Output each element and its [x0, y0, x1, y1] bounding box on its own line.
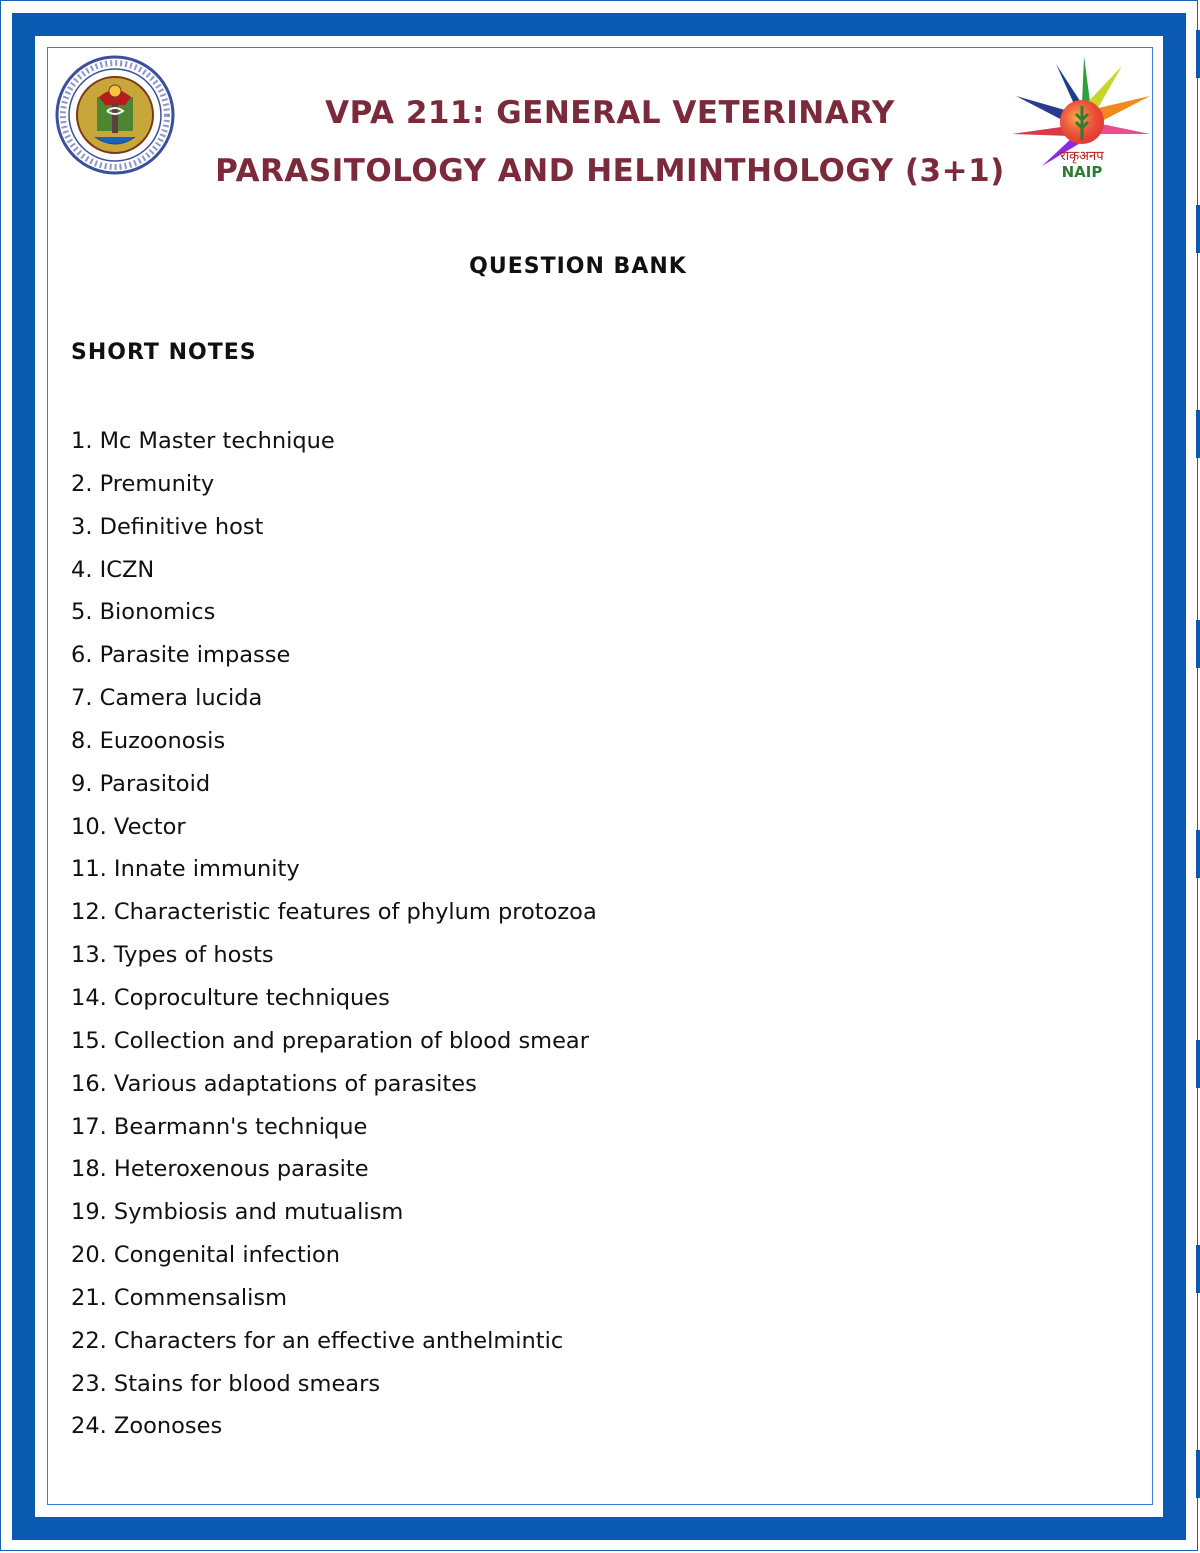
edge-mark: [1196, 1450, 1200, 1498]
list-item: 11. Innate immunity: [71, 856, 300, 883]
naip-logo-text: NAIP: [1061, 163, 1103, 181]
list-item: 6. Parasite impasse: [71, 642, 291, 669]
edge-mark: [1196, 830, 1200, 878]
question-list: [71, 426, 597, 1454]
list-item: 4. ICZN: [71, 556, 155, 583]
page-title-line-2: PARASITOLOGY AND HELMINTHOLOGY (3+1): [215, 153, 1005, 189]
list-item: 1. Mc Master technique: [71, 428, 335, 454]
edge-mark: [1196, 205, 1200, 253]
list-item: 24. Zoonoses: [71, 1413, 223, 1440]
list-item: 19. Symbiosis and mutualism: [71, 1199, 404, 1226]
subsection-title: SHORT NOTES: [71, 340, 257, 365]
list-item: 20. Congenital infection: [71, 1242, 341, 1269]
list-item: 9. Parasitoid: [71, 770, 211, 797]
list-item: 3. Definitive host: [71, 513, 264, 540]
edge-mark: [1196, 1245, 1200, 1293]
list-item: 21. Commensalism: [71, 1284, 288, 1311]
naip-hindi-text: राकृअनप: [1060, 149, 1104, 164]
list-item: 15. Collection and preparation of blood smear: [71, 1027, 589, 1054]
section-title: QUESTION BANK: [469, 254, 687, 279]
list-item: 12. Characteristic features of phylum protozoa: [71, 899, 597, 926]
list-item: 22. Characters for an effective anthelmintic: [71, 1327, 564, 1354]
edge-mark: [1196, 1040, 1200, 1088]
list-item: 23. Stains for blood smears: [71, 1370, 381, 1397]
list-item: 10. Vector: [71, 813, 186, 840]
list-item: 8. Euzoonosis: [71, 727, 226, 754]
list-item: 7. Camera lucida: [71, 685, 263, 712]
list-item: 5. Bionomics: [71, 599, 216, 626]
list-item: 16. Various adaptations of parasites: [71, 1070, 477, 1097]
list-item: 2. Premunity: [71, 470, 215, 497]
edge-mark: [1196, 620, 1200, 668]
edge-mark: [1196, 410, 1200, 458]
list-item: 14. Coproculture techniques: [71, 984, 390, 1011]
page-title-line-1: VPA 211: GENERAL VETERINARY: [325, 95, 895, 131]
list-item: 13. Types of hosts: [71, 942, 274, 969]
edge-mark: [1196, 30, 1200, 78]
list-item: 17. Bearmann's technique: [71, 1113, 368, 1140]
list-item: 18. Heteroxenous parasite: [71, 1156, 369, 1183]
